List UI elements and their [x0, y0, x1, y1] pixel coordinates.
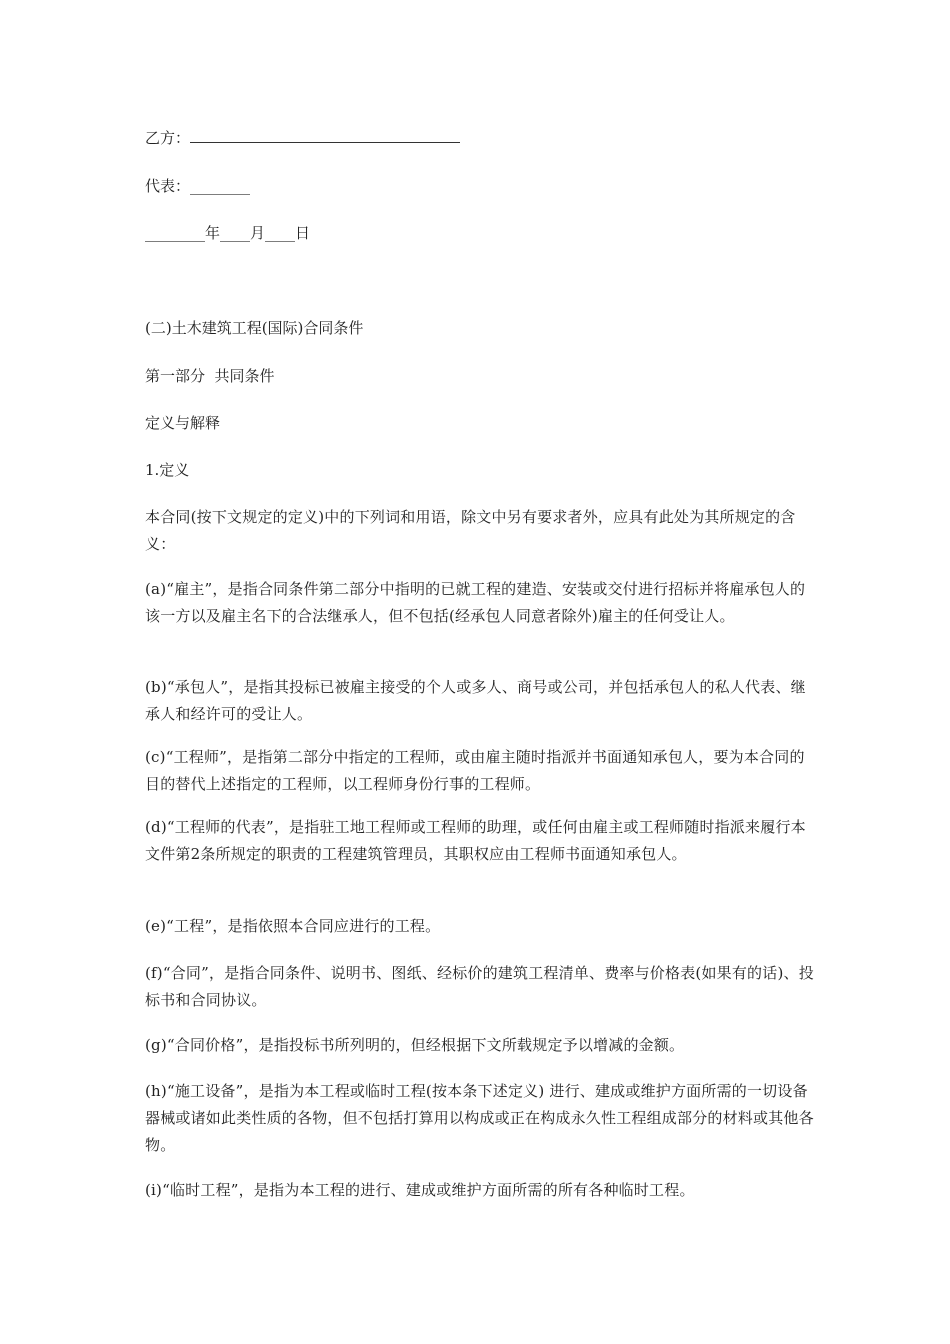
representative-blank: ________ — [190, 177, 251, 195]
party-b-label: 乙方： — [145, 129, 191, 147]
clause-heading: 1.定义 — [145, 461, 190, 479]
representative-label: 代表： — [145, 177, 191, 195]
definition-engineer-representative: (d)“工程师的代表”，是指驻工地工程师或工程师的助理，或任何由雇主或工程师随时指派来履行本文件第2条所规定的职责的工程建筑管理员，其职权应由工程师书面通知承包人。 — [145, 818, 806, 863]
definition-employer: (a)“雇主”，是指合同条件第二部分中指明的已就工程的建造、安装或交付进行招标并将雇承包人的该一方以及雇主名下的合法继承人，但不包括(经承包人同意者除外)雇主的任何受让人。 — [145, 580, 806, 625]
party-b-line — [145, 128, 815, 148]
part-heading: 第一部分 共同条件 — [145, 367, 275, 385]
definition-constructional-plant: (h)“施工设备”，是指为本工程或临时工程(按本条下述定义) 进行、建成或维护方面所需的一切设备器械或诸如此类性质的各物，但不包括打算用以构成或正在构成永久性工程组成部分的材料或其他各物。 — [145, 1082, 814, 1154]
definition-contract-price: (g)“合同价格”，是指投标书所列明的，但经根据下文所载规定予以增减的金额。 — [145, 1036, 685, 1054]
date-line: ________年____月____日 — [145, 224, 311, 242]
definition-temporary-works: (i)“临时工程”，是指为本工程的进行、建成或维护方面所需的所有各种临时工程。 — [145, 1181, 695, 1199]
party-b-signature-blank — [190, 128, 460, 143]
definition-engineer: (c)“工程师”，是指第二部分中指定的工程师，或由雇主随时指派并书面通知承包人，要为本合同的目的替代上述指定的工程师，以工程师身份行事的工程师。 — [145, 748, 805, 793]
document-title: (二)土木建筑工程(国际)合同条件 — [145, 319, 364, 337]
representative-line — [145, 176, 815, 196]
definition-works: (e)“工程”，是指依照本合同应进行的工程。 — [145, 917, 441, 935]
intro-paragraph: 本合同(按下文规定的定义)中的下列词和用语，除文中另有要求者外，应具有此处为其所规定的含义： — [145, 508, 796, 553]
definition-contractor: (b)“承包人”，是指其投标已被雇主接受的个人或多人、商号或公司，并包括承包人的私人代表、继承人和经许可的受让人。 — [145, 678, 806, 723]
section-heading: 定义与解释 — [145, 414, 221, 432]
definition-contract: (f)“合同”，是指合同条件、说明书、图纸、经标价的建筑工程清单、费率与价格表(如果有的话)、投标书和合同协议。 — [145, 964, 814, 1009]
